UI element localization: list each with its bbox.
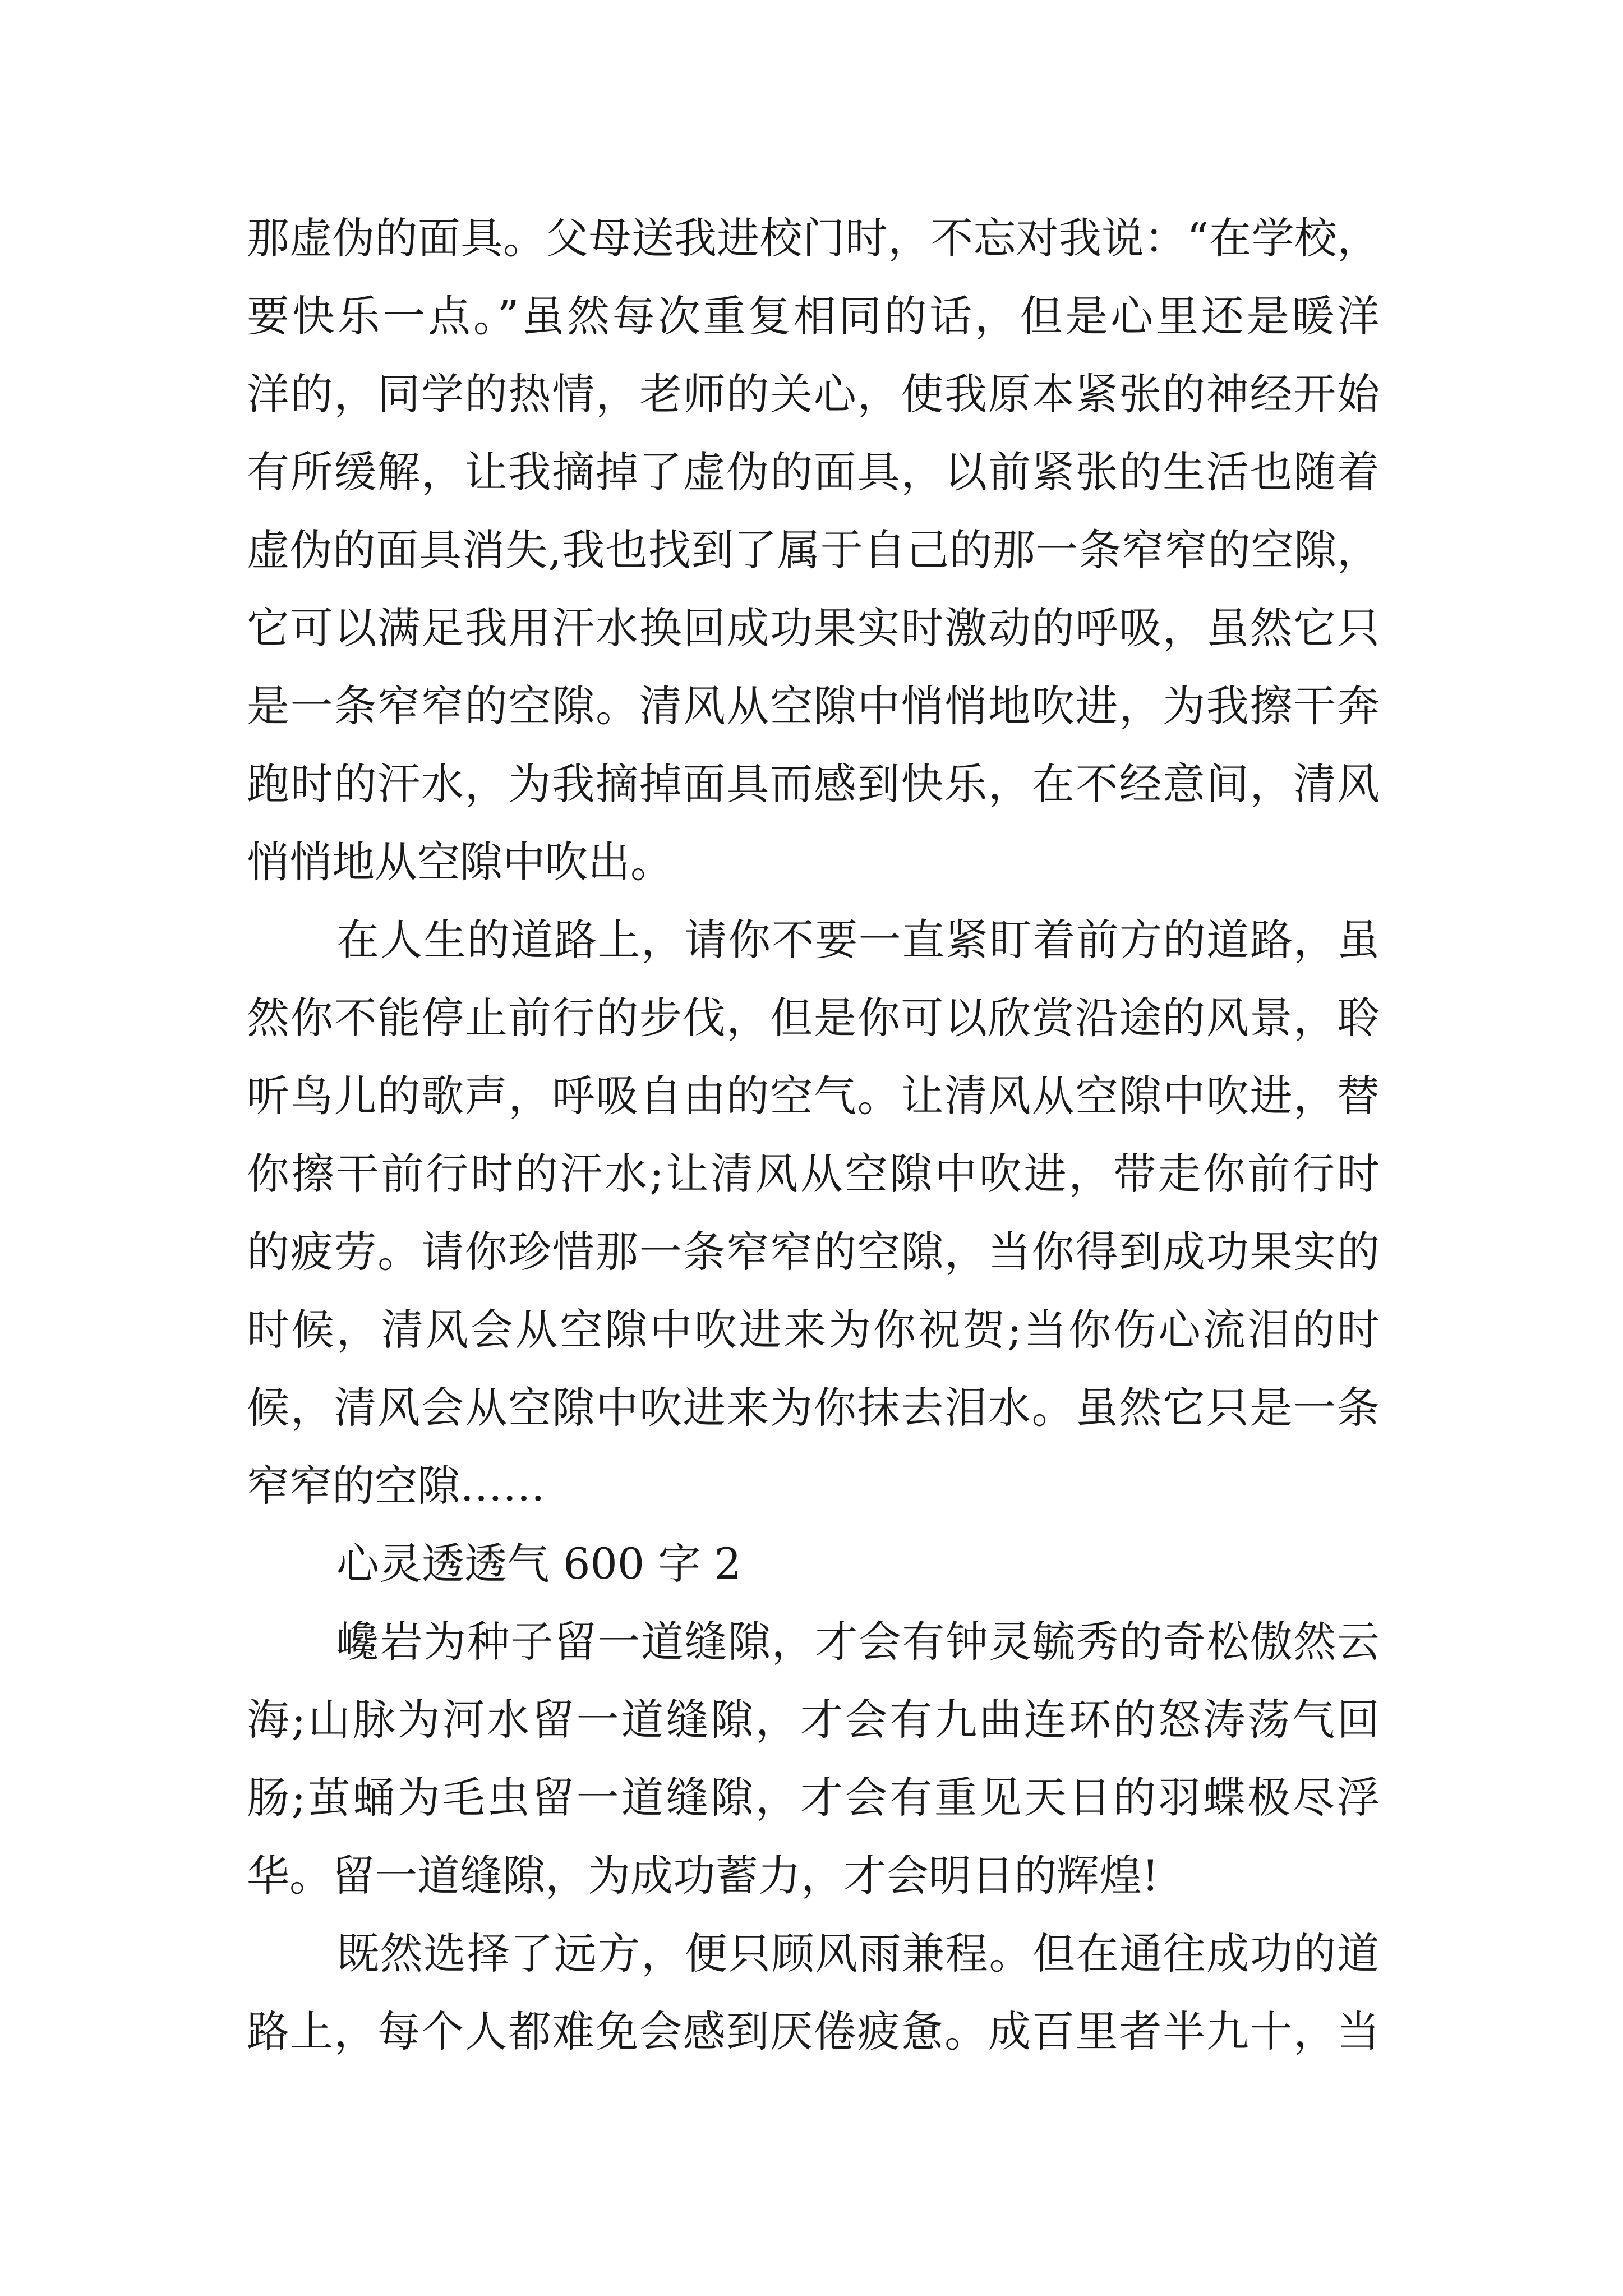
text-line: 然你不能停止前行的步伐，但是你可以欣赏沿途的风景，聆 [247, 993, 1380, 1043]
text-line: 候，清风会从空隙中吹进来为你抹去泪水。虽然它只是一条 [247, 1383, 1380, 1433]
text-line: 悄悄地从空隙中吹出。 [247, 837, 673, 887]
text-line: 虚伪的面具消失,我也找到了属于自己的那一条窄窄的空隙， [247, 525, 1380, 575]
text-line: 的疲劳。请你珍惜那一条窄窄的空隙，当你得到成功果实的 [247, 1227, 1380, 1277]
paragraph-first-line: 既然选择了远方，便只顾风雨兼程。但在通往成功的道 [336, 1929, 1380, 1978]
text-line: 有所缓解，让我摘掉了虚伪的面具，以前紧张的生活也随着 [247, 447, 1380, 497]
text-line: 那虚伪的面具。父母送我进校门时，不忘对我说：“在学校， [247, 213, 1380, 263]
text-line: 窄窄的空隙…… [247, 1461, 545, 1511]
section-heading: 心灵透透气 600 字 2 [336, 1539, 741, 1589]
text-line: 时候，清风会从空隙中吹进来为你祝贺;当你伤心流泪的时 [247, 1305, 1380, 1355]
paragraph-first-line: 在人生的道路上，请你不要一直紧盯着前方的道路，虽 [336, 915, 1380, 965]
text-line: 你擦干前行时的汗水;让清风从空隙中吹进，带走你前行时 [247, 1149, 1380, 1199]
text-line: 跑时的汗水，为我摘掉面具而感到快乐，在不经意间，清风 [247, 759, 1380, 809]
text-line: 海;山脉为河水留一道缝隙，才会有九曲连环的怒涛荡气回 [247, 1695, 1380, 1745]
paragraph-first-line: 巉岩为种子留一道缝隙，才会有钟灵毓秀的奇松傲然云 [336, 1617, 1380, 1667]
text-line: 路上，每个人都难免会感到厌倦疲惫。成百里者半九十，当 [247, 2007, 1380, 2056]
text-line: 是一条窄窄的空隙。清风从空隙中悄悄地吹进，为我擦干奔 [247, 681, 1380, 731]
text-line: 要快乐一点。”虽然每次重复相同的话，但是心里还是暖洋 [247, 291, 1380, 341]
text-line: 肠;茧蛹为毛虫留一道缝隙，才会有重见天日的羽蝶极尽浮 [247, 1773, 1380, 1823]
text-line: 听鸟儿的歌声，呼吸自由的空气。让清风从空隙中吹进，替 [247, 1071, 1380, 1121]
text-line: 华。留一道缝隙，为成功蓄力，才会明日的辉煌! [247, 1851, 1159, 1901]
text-line: 洋的，同学的热情，老师的关心，使我原本紧张的神经开始 [247, 369, 1380, 419]
text-line: 它可以满足我用汗水换回成功果实时激动的呼吸，虽然它只 [247, 603, 1380, 653]
